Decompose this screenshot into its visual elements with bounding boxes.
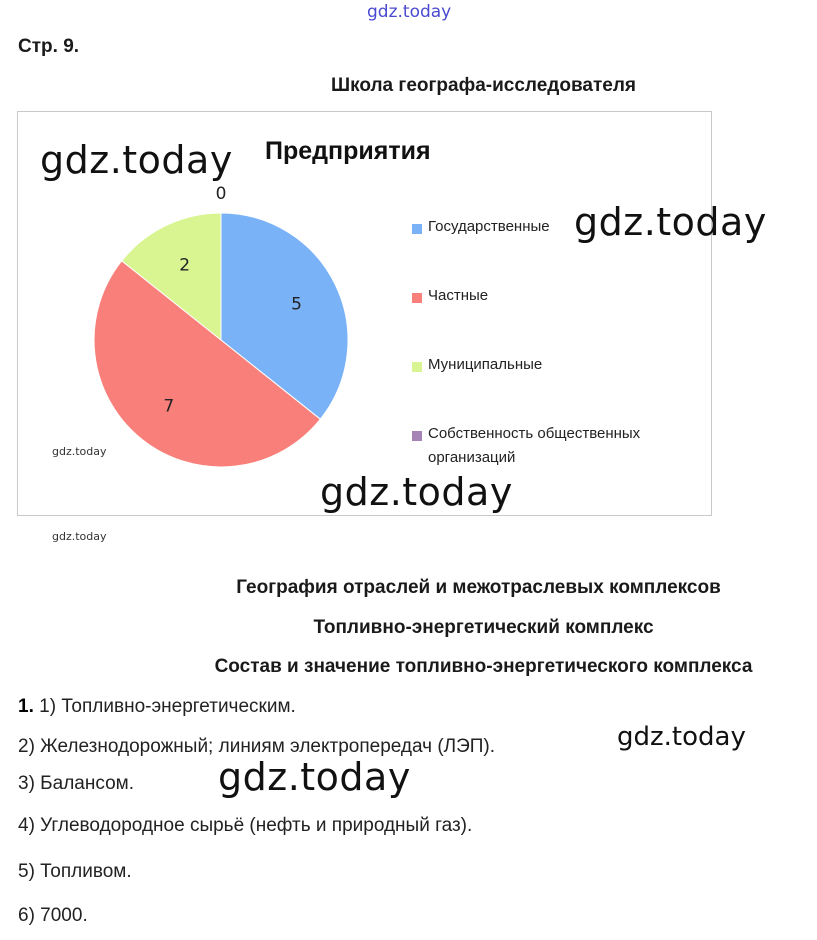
legend-item-private (412, 288, 708, 308)
legend-label: Собственность общественных организаций (428, 425, 641, 466)
answer-4: 4) Углеводородное сырьё (нефть и природный газ). (18, 815, 473, 836)
watermark: gdz.today (574, 200, 767, 244)
heading-composition: Состав и значение топливно-энергетического комплекса (214, 656, 753, 677)
pie-data-label: 7 (163, 396, 175, 417)
answer-3: 3) Балансом. (18, 773, 134, 794)
pie-data-label: 5 (291, 294, 302, 315)
watermark: gdz.today (52, 445, 107, 458)
watermark-top: gdz.today (367, 2, 452, 22)
section-title: Школа географа-исследователя (331, 75, 636, 96)
task-number: 1. (18, 696, 34, 717)
heading-industries: География отраслей и межотраслевых комплексов (236, 577, 721, 598)
watermark: gdz.today (40, 138, 233, 182)
chart-title: Предприятия (265, 137, 431, 165)
pie-data-label: 0 (215, 184, 227, 204)
page-label: Стр. 9. (18, 36, 80, 57)
answer-1 (18, 696, 296, 718)
legend-item-public-org (412, 426, 698, 470)
answer-2: 2) Железнодорожный; линиям электропередач (ЛЭП). (18, 736, 496, 757)
watermark: gdz.today (218, 755, 411, 799)
watermark: gdz.today (617, 722, 746, 752)
pie-data-label: 2 (179, 255, 191, 276)
answer-6: 6) 7000. (18, 905, 88, 926)
legend-swatch (412, 224, 422, 234)
legend-label: Муниципальные (428, 356, 543, 373)
watermark: gdz.today (320, 470, 513, 514)
legend-label: Государственные (428, 218, 550, 235)
legend-swatch (412, 293, 422, 303)
legend-item-municipal (412, 357, 708, 377)
heading-fuel-complex: Топливно-энергетический комплекс (313, 617, 654, 638)
legend-swatch (412, 362, 422, 372)
answer-text: 1) Топливно-энергетическим. (39, 696, 296, 717)
legend-label: Частные (428, 287, 489, 304)
answer-5: 5) Топливом. (18, 861, 132, 882)
legend-swatch (412, 431, 422, 441)
watermark: gdz.today (52, 530, 107, 543)
